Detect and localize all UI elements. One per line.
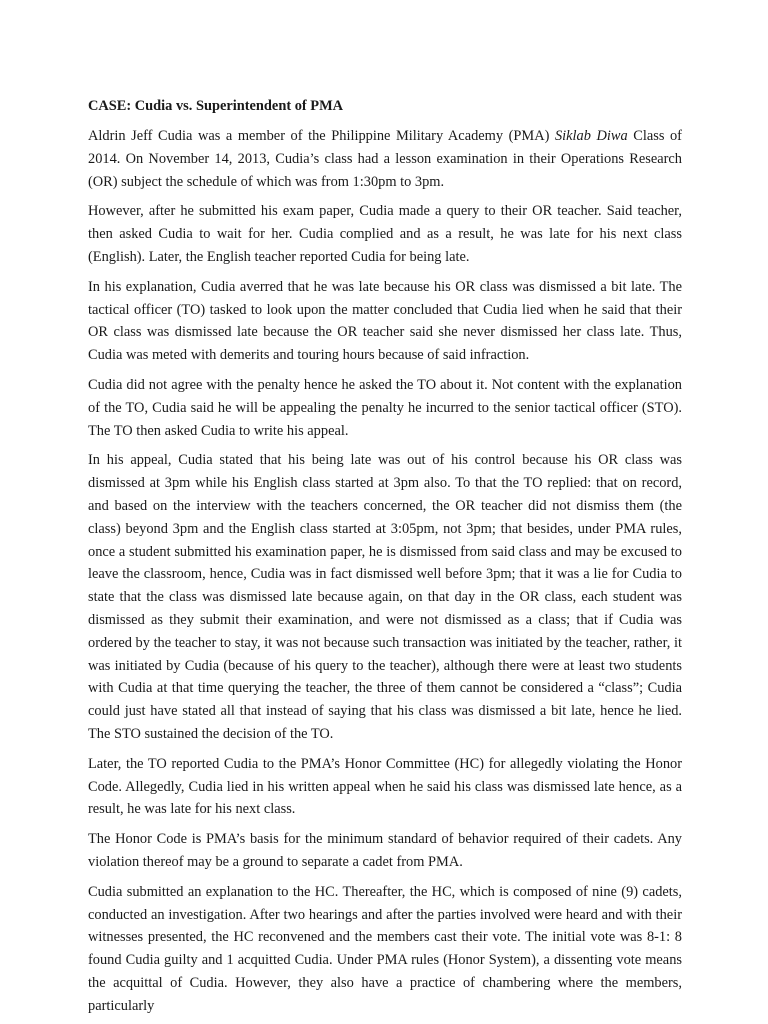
paragraph-1-text-a: Aldrin Jeff Cudia was a member of the Philippine Military Academy (PMA) bbox=[88, 128, 555, 144]
paragraph-1-italic: Siklab Diwa bbox=[554, 128, 628, 144]
paragraph-2: However, after he submitted his exam paper, Cudia made a query to their OR teacher. Said teacher, then asked Cudia to wait for her. Cudia complied and as a result, he was late for his next class (English). Later, the English teacher reported Cudia for being late. bbox=[88, 203, 682, 265]
paragraph-3: In his explanation, Cudia averred that he was late because his OR class was dismissed a bit late. The tactical officer (TO) tasked to look upon the matter concluded that Cudia lied when he said that their OR class was dismissed late because the OR teacher said she never dismissed her class late. Thus, Cudia was meted with demerits and touring hours because of said infraction. bbox=[88, 278, 682, 364]
paragraph-8: Cudia submitted an explanation to the HC. Thereafter, the HC, which is composed of nine (9) cadets, conducted an investigation. After two hearings and after the parties involved were heard and with their witnesses presented, the HC reconvened and the members cast their vote. The initial vote was 8-1: 8 found Cudia guilty and 1 acquitted Cudia. Under PMA rules (Honor System), a dissenting vote means the acquittal of Cudia. However, they also have a practice of chambering where the members, particularly bbox=[88, 883, 682, 1014]
paragraph-1 bbox=[88, 125, 682, 193]
document-title: CASE: Cudia vs. Superintendent of PMA bbox=[88, 98, 344, 114]
paragraph-6: Later, the TO reported Cudia to the PMA’s Honor Committee (HC) for allegedly violating the Honor Code. Allegedly, Cudia lied in his written appeal when he said his class was dismissed late hence, as a result, he was late for his next class. bbox=[88, 755, 682, 818]
paragraph-1-text-b: Class of 2014. On November 14, 2013, Cudia’s class had a lesson examination in their Operations Research (OR) subject the schedule of which was from 1:30pm to 3pm. bbox=[88, 128, 682, 190]
paragraph-4: Cudia did not agree with the penalty hence he asked the TO about it. Not content with the explanation of the TO, Cudia said he will be appealing the penalty he incurred to the senior tactical officer (STO). The TO then asked Cudia to write his appeal. bbox=[88, 376, 682, 439]
paragraph-7: The Honor Code is PMA’s basis for the minimum standard of behavior required of their cadets. Any violation thereof may be a ground to separate a cadet from PMA. bbox=[88, 831, 682, 870]
paragraph-5: In his appeal, Cudia stated that his being late was out of his control because his OR class was dismissed at 3pm while his English class started at 3pm also. To that the TO replied: that on record, and based on the interview with the teachers concerned, the OR teacher did not dismiss them (the class) beyond 3pm and the English class started at 3:05pm, not 3pm; that besides, under PMA rules, once a student submitted his examination paper, he is dismissed from said class and may be excused to leave the classroom, hence, Cudia was in fact dismissed well before 3pm; that it was a lie for Cudia to state that the class was dismissed late because again, on that day in the OR class, each student was dismissed as they submit their examination, and were not dismissed as a class; that if Cudia was ordered by the teacher to stay, it was not because such transaction was initiated by the teacher, rather, it was initiated by Cudia (because of his query to the teacher), although there were at least two students with Cudia at that time querying the teacher, the three of them cannot be considered a “class”; Cudia could just have stated all that instead of saying that his class was dismissed a bit late, hence he lied. The STO sustained the decision of the TO. bbox=[88, 452, 682, 742]
